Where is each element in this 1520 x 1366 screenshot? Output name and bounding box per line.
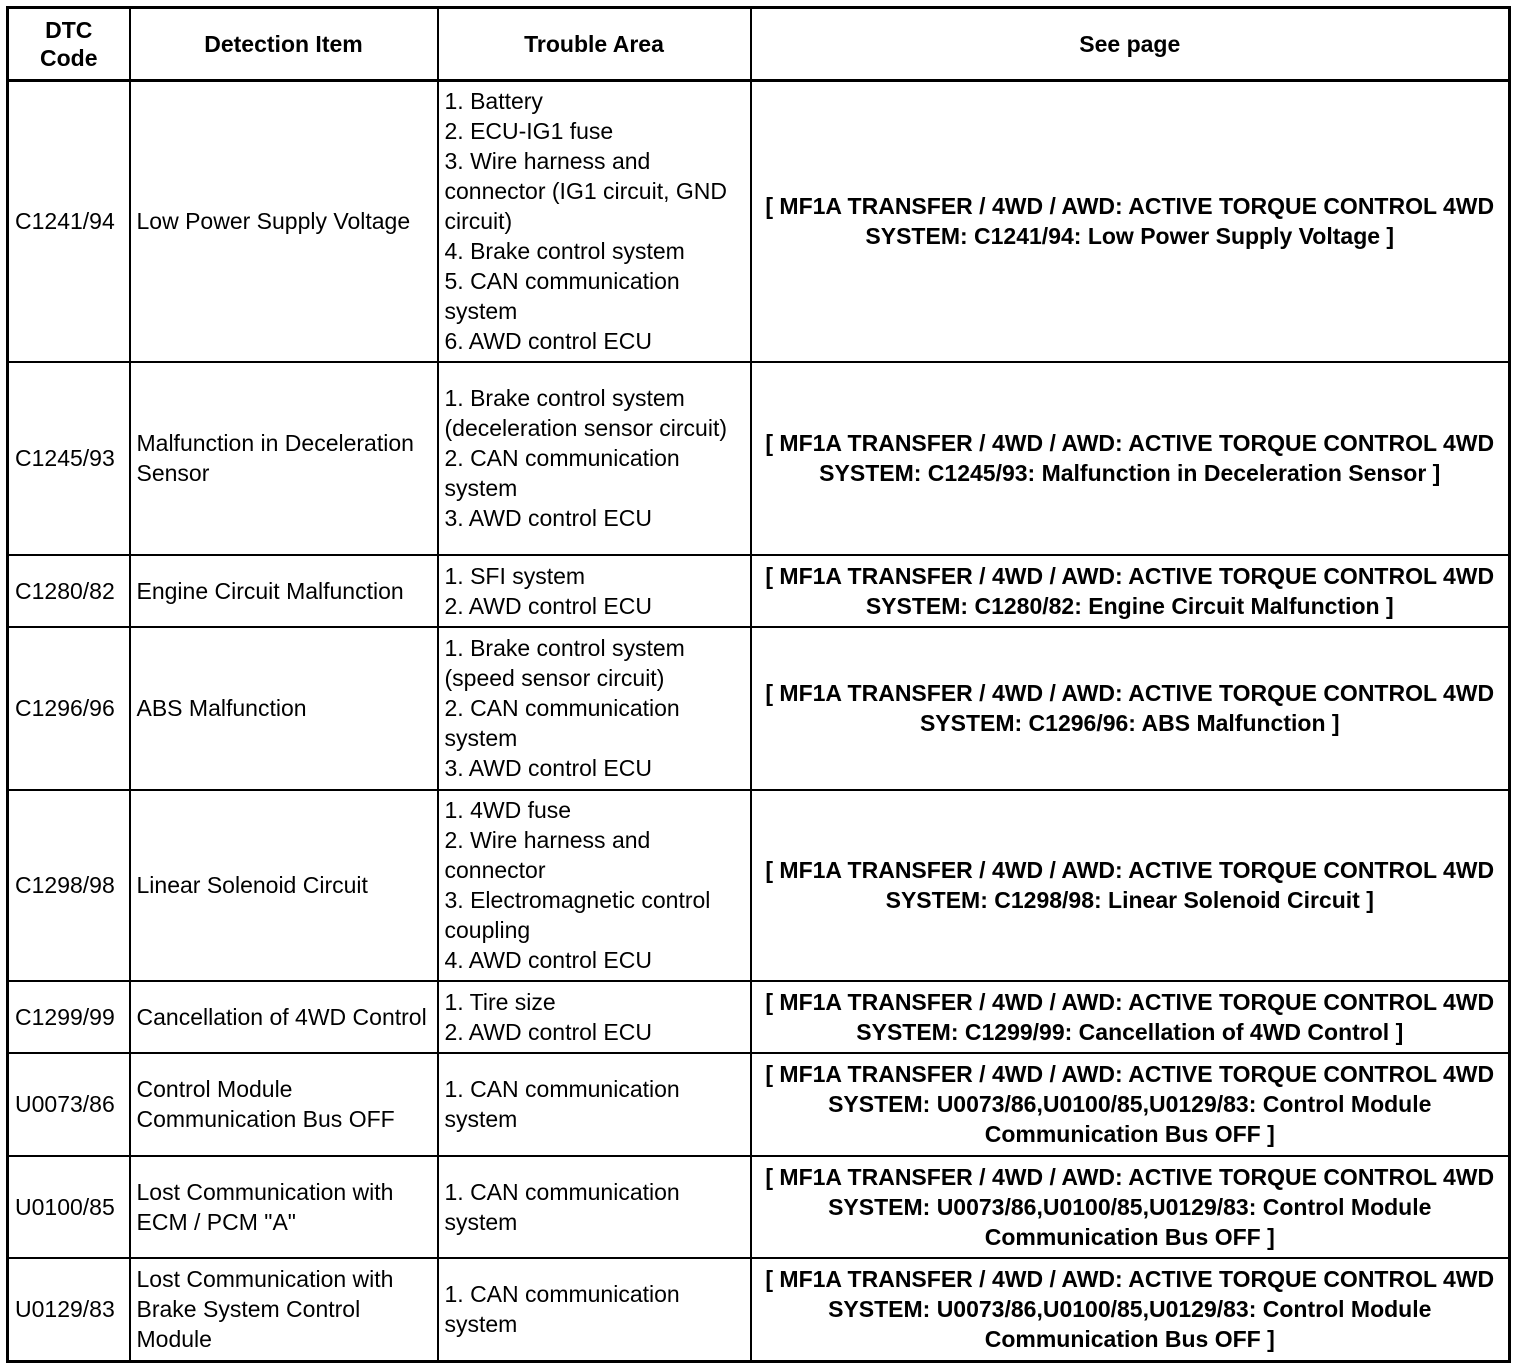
see-page-link[interactable]: [ MF1A TRANSFER / 4WD / AWD: ACTIVE TORQUE CONTROL 4WD SYSTEM: C1245/93: Malfunction in Deceleration Sensor ]	[751, 362, 1510, 555]
header-dtc-code-line2: Code	[40, 45, 98, 71]
trouble-area-cell	[438, 1156, 751, 1258]
dtc-table	[6, 6, 1511, 1363]
header-detection-item: Detection Item	[130, 8, 438, 81]
trouble-area-item: 4. AWD control ECU	[444, 947, 652, 973]
detection-item-cell: Malfunction in Deceleration Sensor	[130, 362, 438, 555]
detection-item-cell: Control Module Communication Bus OFF	[130, 1053, 438, 1156]
trouble-area-item: 6. AWD control ECU	[444, 328, 652, 355]
trouble-area-item: 2. CAN communication system	[444, 445, 680, 501]
table-row	[8, 555, 1510, 627]
header-see-page: See page	[751, 8, 1510, 81]
trouble-area-item: 5. CAN communication system	[444, 268, 680, 325]
trouble-area-item: 1. CAN communication system	[444, 1281, 680, 1338]
table-row	[8, 790, 1510, 981]
dtc-code-cell: C1245/93	[8, 362, 130, 555]
see-page-link[interactable]: [ MF1A TRANSFER / 4WD / AWD: ACTIVE TORQUE CONTROL 4WD SYSTEM: C1296/96: ABS Malfunction ]	[751, 627, 1510, 790]
dtc-code-cell: C1298/98	[8, 790, 130, 981]
trouble-area-item: 3. Electromagnetic control coupling	[444, 887, 711, 943]
trouble-area-item: 1. Brake control system (speed sensor circuit)	[444, 635, 685, 691]
table-row	[8, 81, 1510, 362]
trouble-area-item: 3. AWD control ECU	[444, 755, 652, 781]
detection-item-cell: Lost Communication with Brake System Control Module	[130, 1258, 438, 1362]
detection-item-cell: ABS Malfunction	[130, 627, 438, 790]
dtc-code-cell: U0073/86	[8, 1053, 130, 1156]
detection-item-cell: Linear Solenoid Circuit	[130, 790, 438, 981]
trouble-area-item: 1. Battery	[444, 88, 543, 115]
trouble-area-item: 1. CAN communication system	[444, 1076, 680, 1132]
see-page-link[interactable]: [ MF1A TRANSFER / 4WD / AWD: ACTIVE TORQUE CONTROL 4WD SYSTEM: C1299/99: Cancellation of 4WD Control ]	[751, 981, 1510, 1053]
trouble-area-cell	[438, 790, 751, 981]
trouble-area-item: 2. ECU-IG1 fuse	[444, 118, 614, 145]
dtc-code-cell: C1299/99	[8, 981, 130, 1053]
see-page-link[interactable]: [ MF1A TRANSFER / 4WD / AWD: ACTIVE TORQUE CONTROL 4WD SYSTEM: C1298/98: Linear Solenoid Circuit ]	[751, 790, 1510, 981]
trouble-area-item: 1. CAN communication system	[444, 1178, 680, 1235]
trouble-area-cell	[438, 1258, 751, 1362]
dtc-code-cell: C1241/94	[8, 81, 130, 362]
dtc-code-cell: U0100/85	[8, 1156, 130, 1258]
trouble-area-cell	[438, 81, 751, 362]
trouble-area-item: 1. SFI system	[444, 562, 586, 589]
detection-item-cell: Engine Circuit Malfunction	[130, 555, 438, 627]
dtc-code-cell: U0129/83	[8, 1258, 130, 1362]
trouble-area-item: 3. Wire harness and connector (IG1 circuit, GND circuit)	[444, 148, 727, 235]
trouble-area-item: 2. AWD control ECU	[444, 1018, 652, 1045]
trouble-area-item: 3. AWD control ECU	[444, 505, 652, 531]
trouble-area-cell	[438, 627, 751, 790]
table-row	[8, 1258, 1510, 1362]
trouble-area-cell	[438, 1053, 751, 1156]
detection-item-cell: Low Power Supply Voltage	[130, 81, 438, 362]
trouble-area-item: 2. CAN communication system	[444, 695, 680, 751]
see-page-link[interactable]: [ MF1A TRANSFER / 4WD / AWD: ACTIVE TORQUE CONTROL 4WD SYSTEM: U0073/86,U0100/85,U0129/83: Control Module Communication Bus OFF ]	[751, 1258, 1510, 1362]
table-body	[8, 81, 1510, 1362]
see-page-link[interactable]: [ MF1A TRANSFER / 4WD / AWD: ACTIVE TORQUE CONTROL 4WD SYSTEM: U0073/86,U0100/85,U0129/83: Control Module Communication Bus OFF ]	[751, 1156, 1510, 1258]
trouble-area-item: 1. 4WD fuse	[444, 797, 572, 823]
table-row	[8, 1156, 1510, 1258]
header-trouble-area: Trouble Area	[438, 8, 751, 81]
header-dtc-code-line1: DTC	[45, 17, 93, 43]
header-dtc-code	[8, 8, 130, 81]
trouble-area-item: 1. Brake control system (deceleration sensor circuit)	[444, 385, 728, 441]
table-row	[8, 1053, 1510, 1156]
detection-item-cell: Lost Communication with ECM / PCM "A"	[130, 1156, 438, 1258]
see-page-link[interactable]: [ MF1A TRANSFER / 4WD / AWD: ACTIVE TORQUE CONTROL 4WD SYSTEM: C1280/82: Engine Circuit Malfunction ]	[751, 555, 1510, 627]
table-row	[8, 362, 1510, 555]
dtc-code-cell: C1296/96	[8, 627, 130, 790]
trouble-area-item: 4. Brake control system	[444, 238, 685, 265]
table-row	[8, 981, 1510, 1053]
see-page-link[interactable]: [ MF1A TRANSFER / 4WD / AWD: ACTIVE TORQUE CONTROL 4WD SYSTEM: C1241/94: Low Power Supply Voltage ]	[751, 81, 1510, 362]
table-row	[8, 627, 1510, 790]
detection-item-cell: Cancellation of 4WD Control	[130, 981, 438, 1053]
trouble-area-item: 1. Tire size	[444, 988, 556, 1015]
trouble-area-cell	[438, 981, 751, 1053]
trouble-area-item: 2. Wire harness and connector	[444, 827, 651, 883]
see-page-link[interactable]: [ MF1A TRANSFER / 4WD / AWD: ACTIVE TORQUE CONTROL 4WD SYSTEM: U0073/86,U0100/85,U0129/83: Control Module Communication Bus OFF ]	[751, 1053, 1510, 1156]
trouble-area-cell	[438, 555, 751, 627]
trouble-area-cell	[438, 362, 751, 555]
trouble-area-item: 2. AWD control ECU	[444, 592, 652, 619]
table-header-row	[8, 8, 1510, 81]
dtc-code-cell: C1280/82	[8, 555, 130, 627]
